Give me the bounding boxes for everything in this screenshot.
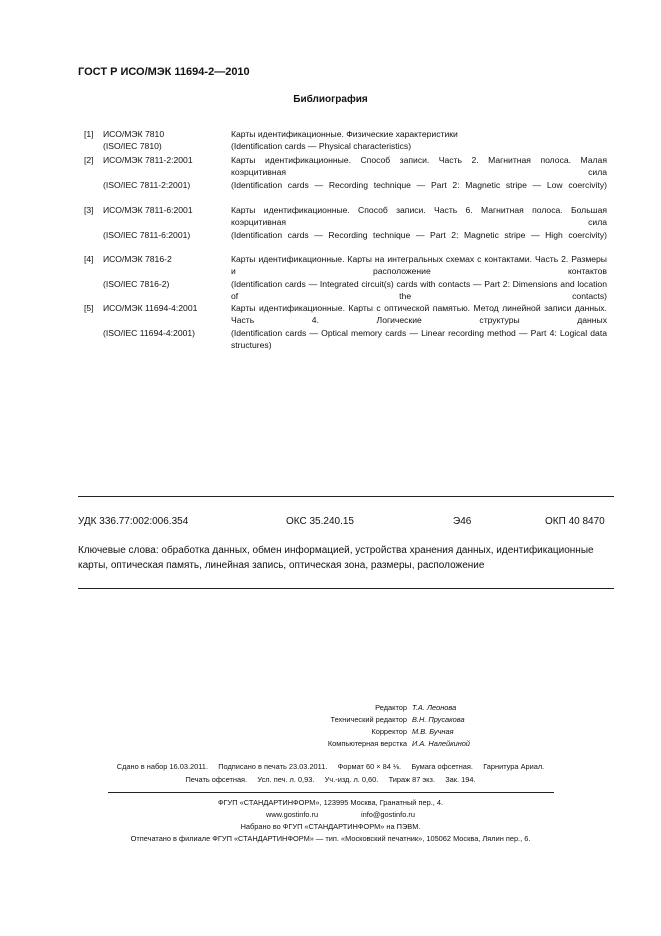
bib-entry-1-iso-code: (ISO/IEC 7810) <box>103 141 162 151</box>
corrector-name: М.В. Бучная <box>412 727 454 736</box>
bib-entry-2-number: [2] <box>84 155 94 165</box>
document-code: ГОСТ Р ИСО/МЭК 11694-2—2010 <box>78 66 250 78</box>
print-details-line-1: Сдано в набор 16.03.2011. Подписано в печать 23.03.2011. Формат 60 × 84 ⅛. Бумага офсетная. Гарнитура Ариал. <box>116 762 545 771</box>
bib-entry-5-iso-description: (Identification cards — Optical memory cards — Linear recording method — Part 4: Logical data structures) <box>231 328 607 351</box>
editor-label: Редактор <box>375 703 407 712</box>
bib-entry-4-description: Карты идентификационные. Карты на интегральных схемах с контактами. Часть 2. Размеры и расположение контактов <box>231 254 607 277</box>
bib-entry-4-iso-description: (Identification cards — Integrated circuit(s) cards with contacts — Part 2: Dimensions and location of the contacts) <box>231 279 607 302</box>
bib-entry-2-description: Карты идентификационные. Способ записи. Часть 2. Магнитная полоса. Малая коэрцитивная сила <box>231 155 607 178</box>
layout-name: И.А. Налейкиной <box>412 739 471 748</box>
bib-entry-4-code: ИСО/МЭК 7816-2 <box>103 254 172 264</box>
divider-top <box>78 496 614 497</box>
bib-entry-3-description: Карты идентификационные. Способ записи. Часть 6. Магнитная полоса. Большая коэрцитивная сила <box>231 205 607 228</box>
group-code: Э46 <box>453 516 472 527</box>
printed-note: Отпечатано в филиале ФГУП «СТАНДАРТИНФОРМ» — тип. «Московский печатник», 105062 Москва, Лялин пер., 6. <box>130 834 531 843</box>
bib-entry-2-iso-description: (Identification cards — Recording technique — Part 2: Magnetic stripe — Low coercivity) <box>231 180 607 190</box>
bib-entry-2-code: ИСО/МЭК 7811-2:2001 <box>103 155 193 165</box>
publisher-email: info@gostinfo.ru <box>361 810 415 819</box>
bib-entry-3-code: ИСО/МЭК 7811-6:2001 <box>103 205 193 215</box>
bib-entry-1-code: ИСО/МЭК 7810 <box>103 129 165 139</box>
layout-label: Компьютерная верстка <box>327 739 407 748</box>
divider-bottom <box>78 588 614 589</box>
bib-entry-5-iso-code: (ISO/IEC 11694-4:2001) <box>103 328 196 338</box>
bib-entry-3-iso-code: (ISO/IEC 7811-6:2001) <box>103 230 191 240</box>
bib-entry-3-number: [3] <box>84 205 94 215</box>
bib-entry-5-code: ИСО/МЭК 11694-4:2001 <box>103 303 198 313</box>
bib-entry-4-iso-code: (ISO/IEC 7816-2) <box>103 279 170 289</box>
publisher-website: www.gostinfo.ru <box>266 810 319 819</box>
tech-editor-name: В.Н. Прусакова <box>412 715 465 724</box>
print-details-line-2: Печать офсетная. Усл. печ. л. 0,93. Уч.-изд. л. 0,60. Тираж 87 экз. Зак. 194. <box>185 775 476 784</box>
okp-code: ОКП 40 8470 <box>545 516 605 527</box>
corrector-label: Корректор <box>371 727 407 736</box>
bib-entry-1-description: Карты идентификационные. Физические характеристики <box>231 129 458 139</box>
bib-entry-1-number: [1] <box>84 129 94 139</box>
tech-editor-label: Технический редактор <box>330 715 407 724</box>
editor-name: Т.А. Леонова <box>412 703 457 712</box>
typeset-note: Набрано во ФГУП «СТАНДАРТИНФОРМ» на ПЭВМ. <box>240 822 421 831</box>
bib-entry-2-iso-code: (ISO/IEC 7811-2:2001) <box>103 180 191 190</box>
bib-entry-3-iso-description: (Identification cards — Recording technique — Part 2: Magnetic stripe — High coercivity) <box>231 230 607 240</box>
bib-entry-1-iso-description: (Identification cards — Physical characteristics) <box>231 141 412 151</box>
bib-entry-4-number: [4] <box>84 254 94 264</box>
bib-entry-5-number: [5] <box>84 303 94 313</box>
keywords: Ключевые слова: обработка данных, обмен информацией, устройства хранения данных, идентификационные карты, оптическая память, линейная запись, оптическая зона, размеры, расположение <box>78 545 594 571</box>
imprint-divider <box>108 792 554 793</box>
bib-entry-5-description: Карты идентификационные. Карты с оптической памятью. Метод линейной записи данных. Часть 4. Логические структуры данных <box>231 303 607 326</box>
bibliography-title: Библиография <box>293 94 368 105</box>
publisher-address: ФГУП «СТАНДАРТИНФОРМ», 123995 Москва, Гранатный пер., 4. <box>217 798 444 807</box>
oks-code: ОКС 35.240.15 <box>286 516 354 527</box>
udk-code: УДК 336.77:002:006.354 <box>78 516 189 527</box>
